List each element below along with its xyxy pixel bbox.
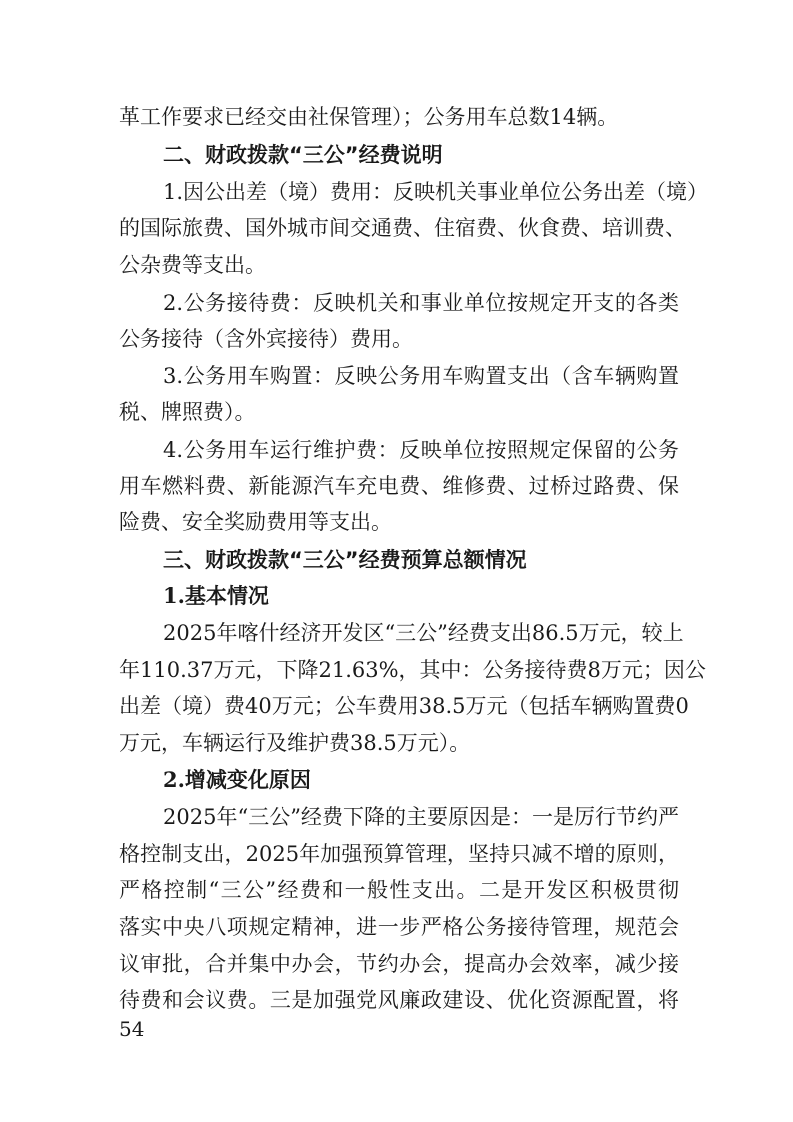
paragraph-line: 1.因公出差（境）费用：反映机关事业单位公务出差（境） xyxy=(163,180,709,204)
paragraph-line: 2.公务接待费：反映机关和事业单位按规定开支的各类 xyxy=(163,291,679,315)
paragraph-line: 革工作要求已经交由社保管理）；公务用车总数14辆。 xyxy=(119,105,619,129)
paragraph-line: 2025年“三公”经费下降的主要原因是：一是厉行节约严 xyxy=(163,805,679,829)
paragraph-line: 落实中央八项规定精神，进一步严格公务接待管理，规范会 xyxy=(119,915,679,939)
section-heading-2: 二、财政拨款“三公”经费说明 xyxy=(163,143,443,167)
paragraph-line: 公务接待（含外宾接待）费用。 xyxy=(119,327,413,351)
paragraph-line: 待费和会议费。三是加强党风廉政建设、优化资源配置，将 xyxy=(119,988,679,1012)
paragraph-line: 3.公务用车购置：反映公务用车购置支出（含车辆购置 xyxy=(163,364,679,388)
paragraph-line: 格控制支出，2025年加强预算管理，坚持只减不增的原则， xyxy=(119,842,679,866)
section-heading-3: 三、财政拨款“三公”经费预算总额情况 xyxy=(163,548,527,572)
paragraph-line: 万元，车辆运行及维护费38.5万元）。 xyxy=(119,731,471,755)
paragraph-line: 公杂费等支出。 xyxy=(119,253,266,277)
paragraph-line: 严格控制“三公”经费和一般性支出。二是开发区积极贯彻 xyxy=(119,878,679,902)
subheading-basic-situation: 1.基本情况 xyxy=(163,583,269,608)
subheading-change-reasons: 2.增减变化原因 xyxy=(163,767,311,792)
page-number: 54 xyxy=(119,1017,145,1041)
paragraph-line: 出差（境）费40万元；公车费用38.5万元（包括车辆购置费0 xyxy=(119,694,689,718)
paragraph-line: 税、牌照费）。 xyxy=(119,400,256,424)
paragraph-line: 2025年喀什经济开发区“三公”经费支出86.5万元，较上 xyxy=(163,621,684,645)
paragraph-line: 险费、安全奖励费用等支出。 xyxy=(119,510,392,534)
paragraph-line: 议审批，合并集中办会，节约办会，提高办会效率，减少接 xyxy=(119,952,679,976)
paragraph-line: 年110.37万元，下降21.63%，其中：公务接待费8万元；因公 xyxy=(119,658,706,682)
paragraph-line: 4.公务用车运行维护费：反映单位按照规定保留的公务 xyxy=(163,438,679,462)
paragraph-line: 用车燃料费、新能源汽车充电费、维修费、过桥过路费、保 xyxy=(119,474,679,498)
paragraph-line: 的国际旅费、国外城市间交通费、住宿费、伙食费、培训费、 xyxy=(119,216,686,240)
